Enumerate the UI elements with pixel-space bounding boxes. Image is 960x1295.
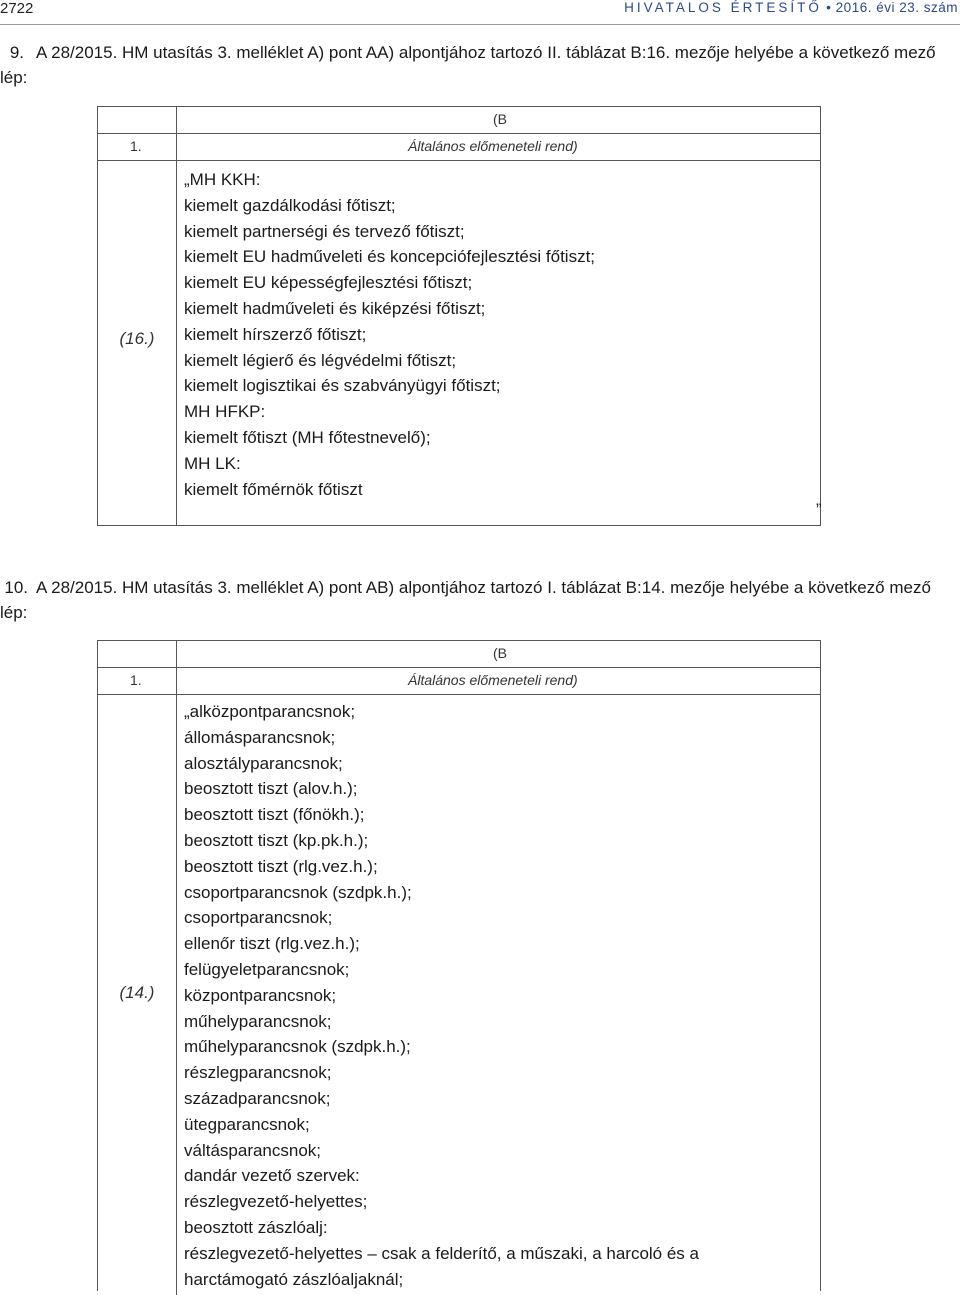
column-divider bbox=[176, 134, 177, 160]
list-item: dandár vezető szervek: bbox=[184, 1166, 360, 1186]
list-item: kiemelt logisztikai és szabványügyi főtiszt; bbox=[184, 376, 501, 396]
column-divider bbox=[176, 668, 177, 694]
section-9-heading bbox=[0, 40, 958, 90]
list-item: kiemelt főmérnök főtiszt bbox=[184, 479, 363, 499]
list-item: kiemelt hírszerző főtiszt; bbox=[184, 324, 367, 344]
table-2-heading-row bbox=[98, 668, 820, 695]
table-1 bbox=[97, 106, 821, 526]
column-divider bbox=[176, 107, 177, 133]
header-divider bbox=[0, 24, 960, 25]
section-9-number: 9. bbox=[9, 43, 24, 62]
closing-quote: ” bbox=[816, 500, 822, 519]
list-item: csoportparancsnok; bbox=[184, 908, 333, 928]
table-1-heading-row bbox=[98, 134, 820, 161]
list-item: „MH KKH: bbox=[184, 170, 261, 189]
list-item: ütegparancsnok; bbox=[184, 1114, 310, 1134]
table-1-content-row bbox=[98, 161, 820, 525]
page-header bbox=[0, 0, 960, 20]
list-item: kiemelt főtiszt (MH főtestnevelő); bbox=[184, 427, 431, 447]
column-b-label: (B bbox=[493, 645, 507, 661]
section-10-heading bbox=[0, 575, 958, 625]
list-item: kiemelt gazdálkodási főtiszt; bbox=[184, 195, 396, 215]
cell-number: (14.) bbox=[119, 983, 155, 1002]
journal-header bbox=[624, 0, 958, 15]
list-item: beosztott tiszt (kp.pk.h.); bbox=[184, 830, 369, 850]
list-item: MH HFKP: bbox=[184, 402, 266, 422]
list-item: állomásparancsnok; bbox=[184, 727, 336, 747]
list-item: váltásparancsnok; bbox=[184, 1140, 322, 1160]
column-heading: Általános előmeneteli rend) bbox=[408, 138, 578, 154]
page-number: 2722 bbox=[0, 0, 34, 17]
row-number: 1. bbox=[130, 672, 142, 688]
section-9-text: A 28/2015. HM utasítás 3. melléklet A) pont AA) alpontjához tartozó II. táblázat B:16. mezője helyébe a következő mező lép: bbox=[0, 43, 936, 87]
list-item: felügyeletparancsnok; bbox=[184, 959, 350, 979]
list-item: kiemelt légierő és légvédelmi főtiszt; bbox=[184, 350, 457, 370]
table-1-column-row bbox=[98, 107, 820, 134]
column-divider bbox=[176, 695, 177, 1295]
table-2-item-list bbox=[98, 699, 820, 1292]
list-item: „alközpontparancsnok; bbox=[184, 702, 356, 721]
list-item: beosztott tiszt (főnökh.); bbox=[184, 805, 365, 825]
list-item: központparancsnok; bbox=[184, 985, 337, 1005]
table-2 bbox=[97, 640, 821, 1291]
column-divider bbox=[176, 161, 177, 525]
list-item: MH LK: bbox=[184, 453, 241, 473]
journal-title: HIVATALOS ÉRTESÍTŐ bbox=[624, 0, 822, 15]
cell-number: (16.) bbox=[119, 329, 155, 348]
section-10-text: A 28/2015. HM utasítás 3. melléklet A) pont AB) alpontjához tartozó I. táblázat B:14. mezője helyébe a következő mező lép: bbox=[0, 578, 931, 622]
table-2-content-row bbox=[98, 695, 820, 1295]
header-bullet: • bbox=[826, 0, 832, 15]
list-item: műhelyparancsnok (szdpk.h.); bbox=[184, 1037, 411, 1057]
list-item: részlegparancsnok; bbox=[184, 1063, 332, 1083]
column-b-label: (B bbox=[493, 111, 507, 127]
list-item: kiemelt EU hadműveleti és koncepciófejlesztési főtiszt; bbox=[184, 247, 596, 267]
column-divider bbox=[176, 641, 177, 667]
list-item: századparancsnok; bbox=[184, 1088, 331, 1108]
list-item: beosztott tiszt (rlg.vez.h.); bbox=[184, 856, 378, 876]
table-2-column-row bbox=[98, 641, 820, 668]
table-1-item-list bbox=[98, 167, 820, 502]
list-item: részlegvezető-helyettes – csak a felderítő, a műszaki, a harcoló és a harctámogató zászlóaljaknál; bbox=[184, 1243, 699, 1289]
column-heading: Általános előmeneteli rend) bbox=[408, 672, 578, 688]
list-item: kiemelt partnerségi és tervező főtiszt; bbox=[184, 221, 465, 241]
list-item: részlegvezető-helyettes; bbox=[184, 1192, 368, 1212]
list-item: kiemelt hadműveleti és kiképzési főtiszt; bbox=[184, 298, 486, 318]
list-item: csoportparancsnok (szdpk.h.); bbox=[184, 882, 412, 902]
list-item: ellenőr tiszt (rlg.vez.h.); bbox=[184, 934, 360, 954]
list-item: beosztott tiszt (alov.h.); bbox=[184, 779, 358, 799]
row-number: 1. bbox=[130, 138, 142, 154]
list-item: kiemelt EU képességfejlesztési főtiszt; bbox=[184, 273, 473, 293]
list-item: műhelyparancsnok; bbox=[184, 1011, 332, 1031]
section-10-number: 10. bbox=[4, 578, 28, 597]
list-item: beosztott zászlóalj: bbox=[184, 1217, 328, 1237]
list-item: alosztályparancsnok; bbox=[184, 753, 343, 773]
issue-label: 2016. évi 23. szám bbox=[835, 0, 958, 15]
